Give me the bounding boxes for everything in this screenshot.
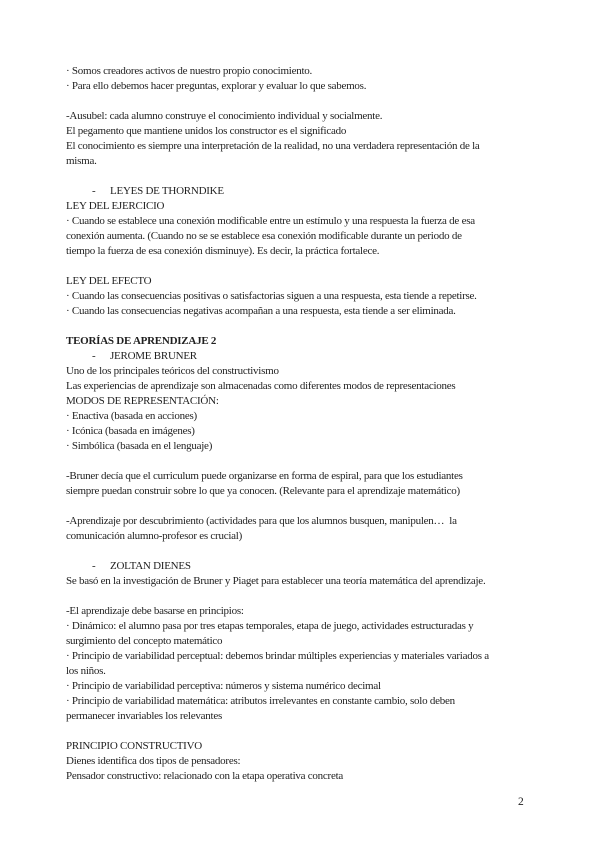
text-line: LEY DEL EJERCICIO <box>66 200 165 212</box>
text-line: permanecer invariables los relevantes <box>66 710 222 722</box>
text-line: -Aprendizaje por descubrimiento (actividades para que los alumnos busquen, manipulen… la <box>66 515 457 527</box>
text-line: · Cuando se establece una conexión modificable entre un estímulo y una respuesta la fuerza de esa <box>66 215 475 227</box>
text-line: · Principio de variabilidad perceptiva: números y sistema numérico decimal <box>66 680 381 692</box>
text-line: los niños. <box>66 665 106 677</box>
text-line: · Simbólica (basada en el lenguaje) <box>66 440 213 452</box>
text-line: El conocimiento es siempre una interpretación de la realidad, no una verdadera representación de la <box>66 140 480 152</box>
text-line: Se basó en la investigación de Bruner y Piaget para establecer una teoría matemática del aprendizaje. <box>66 575 486 587</box>
dash-bullet: - <box>92 560 96 572</box>
text-line: conexión aumenta. (Cuando no se se establece esa conexión modificable durante un periodo de <box>66 230 462 242</box>
text-line: surgimiento del concepto matemático <box>66 635 223 647</box>
dash-bullet: - <box>92 350 96 362</box>
text-line: · Somos creadores activos de nuestro propio conocimiento. <box>66 65 313 77</box>
text-line: Dienes identifica dos tipos de pensadores: <box>66 755 241 767</box>
text-line: · Icónica (basada en imágenes) <box>66 425 195 437</box>
text-line: MODOS DE REPRESENTACIÓN: <box>66 395 219 407</box>
blank-line <box>66 454 544 469</box>
text-line: LEY DEL EFECTO <box>66 275 152 287</box>
blank-line <box>66 94 544 109</box>
text-line: · Principio de variabilidad perceptual: debemos brindar múltiples experiencias y materiales variados a <box>66 650 489 662</box>
list-item-label: JEROME BRUNER <box>110 350 197 362</box>
text-line: Las experiencias de aprendizaje son almacenadas como diferentes modos de representaciones <box>66 380 456 392</box>
blank-line <box>66 499 544 514</box>
section-heading: TEORÍAS DE APRENDIZAJE 2 <box>66 335 217 347</box>
blank-line <box>66 259 544 274</box>
blank-line <box>66 319 544 334</box>
text-line: -Ausubel: cada alumno construye el conocimiento individual y socialmente. <box>66 110 383 122</box>
blank-line <box>66 544 544 559</box>
text-line: -El aprendizaje debe basarse en principios: <box>66 605 244 617</box>
dash-bullet: - <box>92 185 96 197</box>
text-line: PRINCIPIO CONSTRUCTIVO <box>66 740 202 752</box>
text-line: · Enactiva (basada en acciones) <box>66 410 197 422</box>
list-item <box>66 559 544 574</box>
blank-line <box>66 169 544 184</box>
text-line: El pegamento que mantiene unidos los constructor es el significado <box>66 125 347 137</box>
text-line: · Cuando las consecuencias negativas acompañan a una respuesta, esta tiende a ser eliminada. <box>66 305 456 317</box>
blank-line <box>66 589 544 604</box>
document-content <box>66 64 544 784</box>
blank-line <box>66 724 544 739</box>
text-line: · Para ello debemos hacer preguntas, explorar y evaluar lo que sabemos. <box>66 80 367 92</box>
list-item-label: LEYES DE THORNDIKE <box>110 185 224 197</box>
text-line: tiempo la fuerza de esa conexión disminuye). Es decir, la práctica fortalece. <box>66 245 380 257</box>
list-item <box>66 349 544 364</box>
text-line: siempre puedan construir sobre lo que ya conocen. (Relevante para el aprendizaje matemático) <box>66 485 460 497</box>
text-line: · Cuando las consecuencias positivas o satisfactorias siguen a una respuesta, esta tiende a repetirse. <box>66 290 477 302</box>
list-item <box>66 184 544 199</box>
page-number: 2 <box>518 796 524 808</box>
text-line: · Principio de variabilidad matemática: atributos irrelevantes en constante cambio, solo deben <box>66 695 455 707</box>
text-line: · Dinámico: el alumno pasa por tres etapas temporales, etapa de juego, actividades estructuradas y <box>66 620 474 632</box>
text-line: Uno de los principales teóricos del constructivismo <box>66 365 279 377</box>
text-line: -Bruner decía que el curriculum puede organizarse en forma de espiral, para que los estudiantes <box>66 470 463 482</box>
text-line: Pensador constructivo: relacionado con la etapa operativa concreta <box>66 770 344 782</box>
list-item-label: ZOLTAN DIENES <box>110 560 191 572</box>
text-line: misma. <box>66 155 97 167</box>
text-line: comunicación alumno-profesor es crucial) <box>66 530 243 542</box>
